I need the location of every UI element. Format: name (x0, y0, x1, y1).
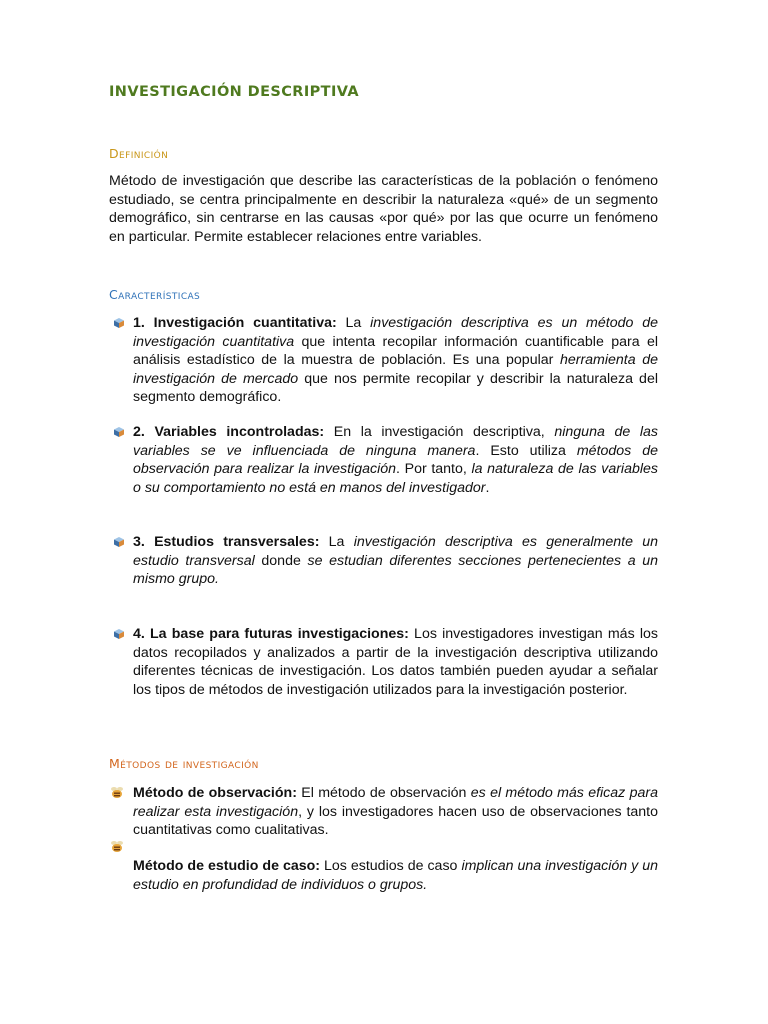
italic-segment: implican una investigación y un estudio en profundidad de individuos o grupos. (133, 858, 658, 893)
italic-segment: métodos de observación para realizar la investigación (133, 442, 658, 477)
metodo-item-observacion (133, 784, 658, 840)
cube-icon (113, 628, 125, 640)
heading-caracteristicas: Características (109, 287, 201, 302)
heading-metodos: Métodos de investigación (109, 756, 259, 771)
text-segment: En la investigación descriptiva, (324, 424, 555, 440)
cube-icon (113, 426, 125, 438)
cube-icon (113, 317, 125, 329)
cube-icon (113, 536, 125, 548)
bee-icon (110, 840, 122, 852)
caracteristica-item-2 (133, 423, 658, 497)
item-label: Método de observación: (133, 785, 297, 801)
text-segment: donde (254, 552, 308, 569)
metodo-item-estudio-caso (133, 857, 658, 894)
caracteristica-item-3 (133, 533, 658, 589)
document-title: INVESTIGACIÓN DESCRIPTIVA (109, 84, 360, 100)
item-label: 3. Estudios transversales: (133, 534, 320, 550)
text-segment: , y los investigadores hacen uso de observaciones tanto cuantitativas como cualitativas. (133, 803, 658, 838)
bee-icon (110, 786, 122, 798)
text-segment: Los estudios de caso (320, 858, 462, 874)
item-label: 1. Investigación cuantitativa: (133, 315, 337, 331)
italic-segment: es el método más eficaz para realizar esta investigación (133, 785, 658, 820)
text-segment: que nos permite recopilar y describir la naturaleza del segmento demográfico. (133, 370, 658, 405)
italic-segment: ninguna de las variables se ve influenciada de ninguna manera (133, 424, 658, 459)
text-segment: . (485, 479, 490, 496)
item-label: Método de estudio de caso: (133, 858, 321, 874)
heading-definicion: Definición (109, 146, 169, 161)
text-segment: Los investigadores investigan más los datos recopilados y analizados a partir de la investigación descriptiva utilizando diferentes técnicas de investigación. Los datos también pueden ayudar a señalar los tipos de métodos de investigación utilizados para la investigación posterior. (133, 626, 658, 698)
text-segment: . Por tanto, (396, 461, 472, 477)
text-segment: La (336, 315, 371, 331)
italic-segment: se estudian diferentes secciones pertenecientes a un mismo grupo. (133, 552, 658, 587)
item-label: 4. La base para futuras investigaciones: (133, 626, 409, 642)
text-segment: . Esto utiliza (475, 442, 577, 459)
item-label: 2. Variables incontroladas: (133, 424, 325, 440)
text-segment: que intenta recopilar información cuantificable para el análisis estadístico de la muestra de población. Es una popular (133, 333, 658, 368)
caracteristica-item-1 (133, 314, 658, 407)
italic-segment: investigación descriptiva es un método de investigación cuantitativa (133, 315, 658, 350)
italic-segment: investigación descriptiva es generalmente un estudio transversal (133, 534, 658, 569)
italic-segment: la naturaleza de las variables o su comportamiento no está en manos del investigador (133, 461, 659, 496)
text-segment: La (319, 534, 354, 550)
caracteristica-item-4 (133, 625, 658, 699)
definicion-paragraph: Método de investigación que describe las características de la población o fenómeno estudiado, se centra principalmente en describir la naturaleza «qué» de un segmento demográfico, sin centrarse en las causas «por qué» por las que ocurre un fenómeno en particular. Permite establecer relaciones entre variables. (109, 173, 658, 245)
text-segment: El método de observación (296, 785, 471, 801)
italic-segment: herramienta de investigación de mercado (133, 352, 658, 387)
